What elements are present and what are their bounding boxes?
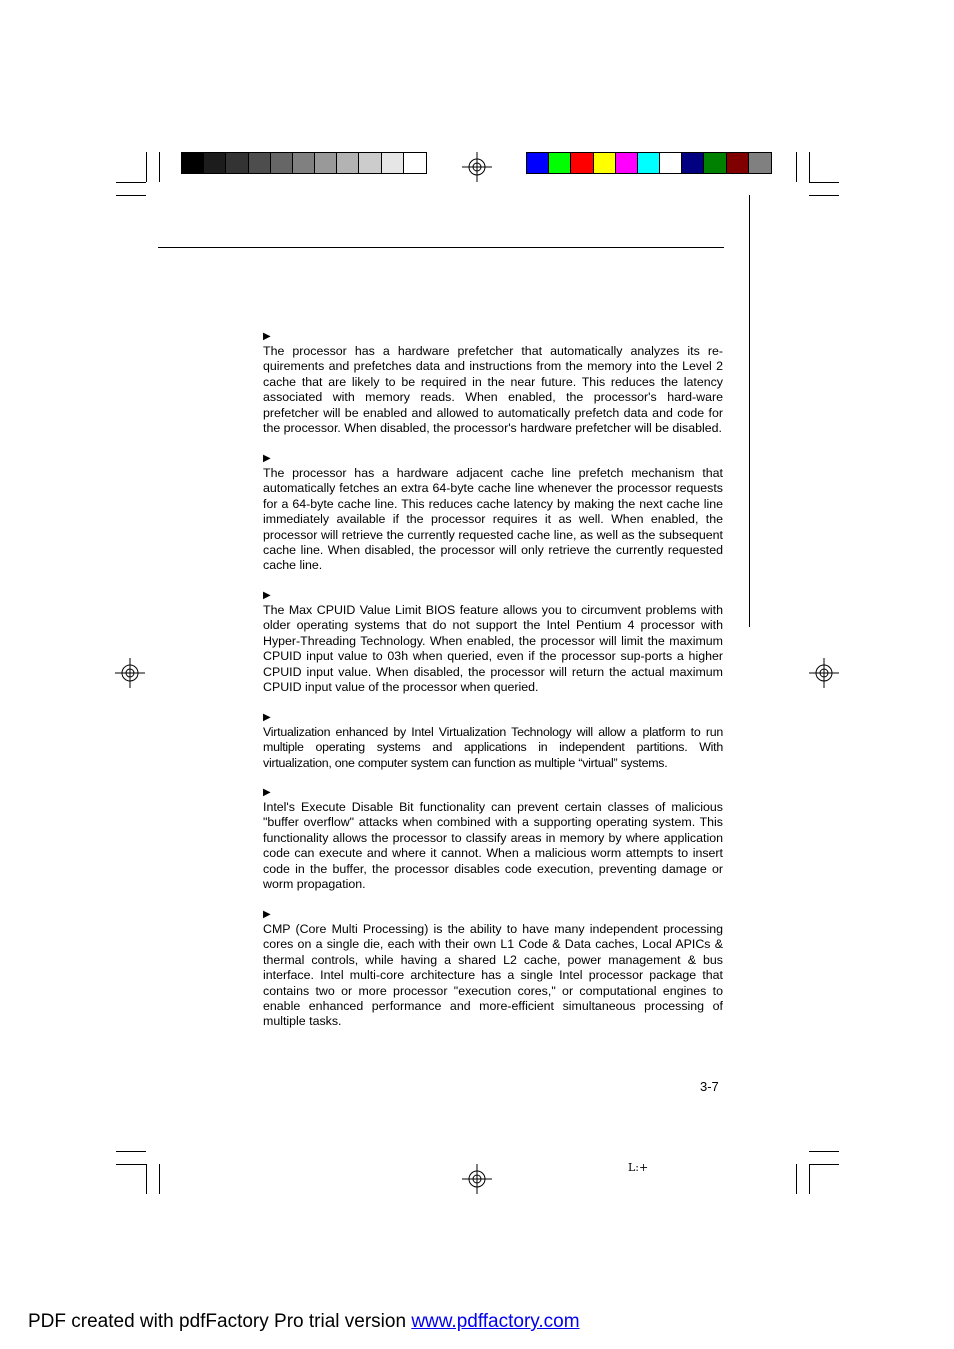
crop-mark bbox=[116, 1164, 146, 1165]
color-swatch bbox=[727, 153, 749, 173]
bullet-arrow-icon: ▶ bbox=[263, 711, 271, 723]
crop-mark bbox=[809, 1164, 839, 1165]
page-number: 3-7 bbox=[700, 1079, 719, 1094]
registration-mark-icon bbox=[115, 658, 145, 688]
pdf-footer bbox=[28, 1311, 580, 1333]
section-execute-disable-bit bbox=[263, 786, 723, 893]
section-virtualization bbox=[263, 711, 723, 771]
crop-mark bbox=[809, 1164, 810, 1194]
color-swatch bbox=[204, 153, 226, 173]
registration-mark-icon bbox=[462, 152, 492, 182]
color-swatch bbox=[660, 153, 682, 173]
section-hardware-prefetcher bbox=[263, 330, 723, 437]
crop-mark bbox=[809, 1151, 839, 1152]
paragraph: The processor has a hardware prefetcher that automatically analyzes its re-quirements and prefetches data and instructions from the memory into the Level 2 cache that are likely to be required in the near future. This reduces the latency associated with memory reads. When enabled, the processor's hard-ware prefetcher will be enabled and allowed to automatically prefetch data and code for the processor. When disabled, the processor's hardware prefetcher will be disabled. bbox=[263, 344, 723, 436]
color-swatch bbox=[682, 153, 704, 173]
crop-mark bbox=[809, 152, 810, 182]
crop-mark bbox=[116, 195, 146, 196]
crop-mark bbox=[116, 1151, 146, 1152]
paragraph: Virtualization enhanced by Intel Virtualization Technology will allow a platform to run multiple operating systems and applications in independent partitions. With virtualization, one computer system can function as multiple “virtual” systems. bbox=[263, 724, 723, 770]
paragraph: Intel's Execute Disable Bit functionality can prevent certain classes of malicious "buffer overflow" attacks when combined with a supporting operating system. This functionality allows the processor to classify areas in memory by where application code can execute and where it cannot. When a malicious worm attempts to insert code in the buffer, the processor disables code execution, preventing damage or worm propagation. bbox=[263, 799, 723, 892]
bullet-arrow-icon: ▶ bbox=[263, 331, 271, 342]
section-adjacent-cache-line-prefetch bbox=[263, 452, 723, 574]
color-calibration-bar bbox=[526, 152, 772, 174]
section-core-multi-processing bbox=[263, 908, 723, 1030]
color-swatch bbox=[249, 153, 271, 173]
paragraph: The Max CPUID Value Limit BIOS feature allows you to circumvent problems with older operating systems that do not support the Intel Pentium 4 processor with Hyper-Threading Technology. When enabled, the processor will limit the maximum CPUID input value to 03h when queried, even if the processor sup-ports a higher CPUID input value. When disabled, the processor will return the actual maximum CPUID input value of the processor when queried. bbox=[263, 602, 723, 695]
registration-mark-icon bbox=[462, 1164, 492, 1194]
slug-mark: L:+ bbox=[628, 1161, 649, 1174]
grayscale-calibration-bar bbox=[181, 152, 427, 174]
document-body bbox=[263, 330, 723, 1045]
pdffactory-link[interactable]: www.pdffactory.com bbox=[411, 1311, 580, 1332]
header-rule bbox=[158, 247, 724, 248]
crop-mark bbox=[809, 195, 839, 196]
color-swatch bbox=[337, 153, 359, 173]
crop-mark bbox=[146, 152, 147, 182]
color-swatch bbox=[704, 153, 726, 173]
crop-mark bbox=[796, 1164, 797, 1194]
crop-mark bbox=[116, 182, 146, 183]
color-swatch bbox=[638, 153, 660, 173]
bullet-arrow-icon: ▶ bbox=[263, 589, 271, 601]
color-swatch bbox=[359, 153, 381, 173]
color-swatch bbox=[404, 153, 426, 173]
color-swatch bbox=[315, 153, 337, 173]
bullet-arrow-icon: ▶ bbox=[263, 908, 271, 920]
bullet-arrow-icon: ▶ bbox=[263, 786, 271, 798]
color-swatch bbox=[182, 153, 204, 173]
crop-mark bbox=[159, 1164, 160, 1194]
color-swatch bbox=[616, 153, 638, 173]
color-swatch bbox=[749, 153, 771, 173]
crop-mark bbox=[809, 182, 839, 183]
crop-mark bbox=[146, 1164, 147, 1194]
registration-mark-icon bbox=[809, 658, 839, 688]
paragraph: The processor has a hardware adjacent cache line prefetch mechanism that automatically fetches an extra 64-byte cache line whenever the processor requests for a 64-byte cache line. This reduces cache latency by making the next cache line immediately available if the processor requires it as well. When enabled, the processor will retrieve the currently requested cache line, as well as the subsequent cache line. When disabled, the processor will only retrieve the currently requested cache line. bbox=[263, 465, 723, 573]
section-max-cpuid-value-limit bbox=[263, 589, 723, 696]
paragraph: CMP (Core Multi Processing) is the ability to have many independent processing cores on a single die, each with their own L1 Code & Data caches, Local APICs & thermal controls, while having a shared L2 cache, power management & bus interface. Intel multi-core architecture has a single Intel processor package that contains two or more processor "execution cores," or computational engines to enable enhanced performance and more-efficient simultaneous processing of multiple tasks. bbox=[263, 921, 723, 1029]
side-rule bbox=[749, 195, 750, 627]
color-swatch bbox=[293, 153, 315, 173]
crop-mark bbox=[796, 152, 797, 182]
color-swatch bbox=[382, 153, 404, 173]
bullet-arrow-icon: ▶ bbox=[263, 452, 271, 464]
crop-mark bbox=[159, 152, 160, 182]
color-swatch bbox=[271, 153, 293, 173]
footer-text: PDF created with pdfFactory Pro trial version bbox=[28, 1311, 412, 1332]
color-swatch bbox=[527, 153, 549, 173]
color-swatch bbox=[594, 153, 616, 173]
color-swatch bbox=[571, 153, 593, 173]
color-swatch bbox=[549, 153, 571, 173]
color-swatch bbox=[226, 153, 248, 173]
